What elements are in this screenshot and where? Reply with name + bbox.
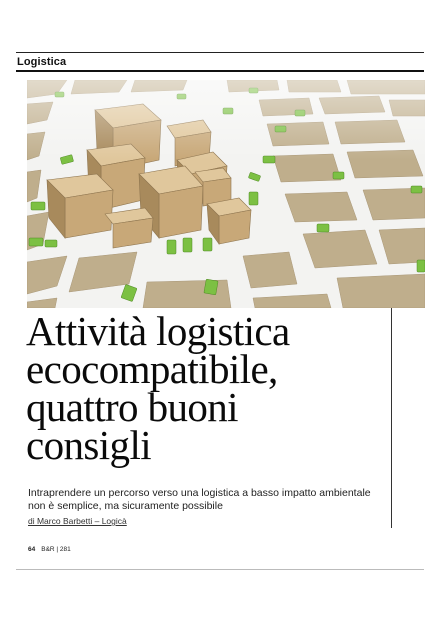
magazine-issue: B&R | 281 <box>41 546 71 553</box>
page-number: 64 <box>28 546 36 553</box>
top-rule <box>16 52 424 53</box>
hero-illustration <box>27 80 425 308</box>
section-rule <box>16 70 424 72</box>
city-map-illustration <box>27 80 425 308</box>
headline-line: consigli <box>26 422 152 468</box>
bottom-rule <box>16 569 424 570</box>
article-subtitle: Intraprendere un percorso verso una logistica a basso impatto ambientale non è semplice, ma sicuramente possibile <box>28 487 371 512</box>
column-rule <box>391 308 392 528</box>
headline-line: Attività logistica <box>26 308 290 354</box>
article-headline <box>26 308 388 468</box>
page-footer <box>28 546 71 553</box>
headline-line: ecocompatibile, <box>26 346 278 392</box>
headline-line: quattro buoni <box>26 384 238 430</box>
section-title: Logistica <box>17 56 67 68</box>
article-byline: di Marco Barbetti – Logicà <box>28 516 127 526</box>
